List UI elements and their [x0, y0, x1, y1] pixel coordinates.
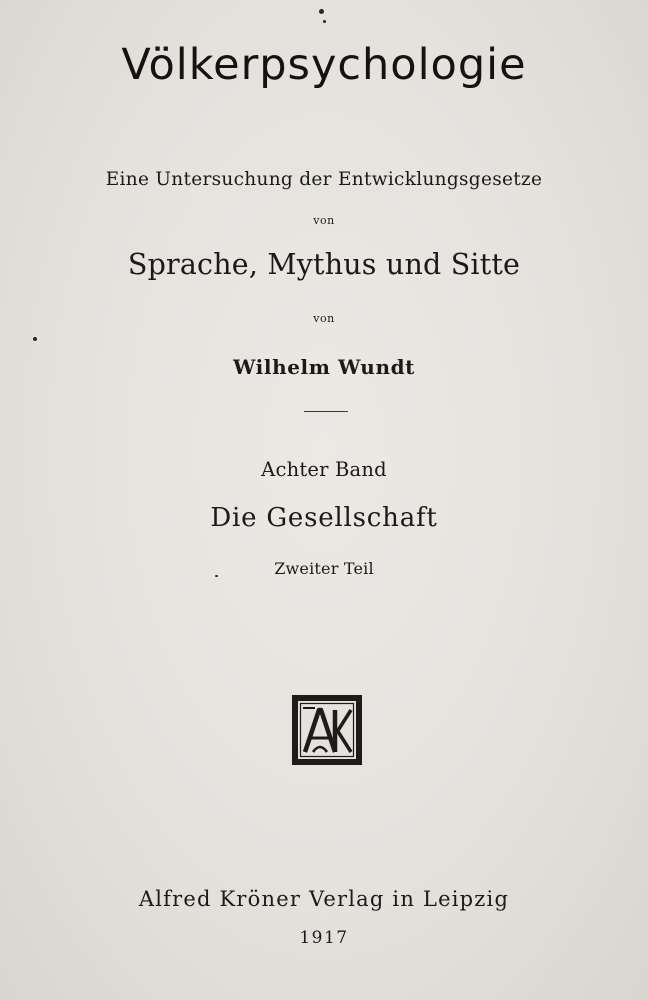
paper-speck [215, 575, 218, 577]
book-subtitle: Eine Untersuchung der Entwicklungsgesetze [105, 169, 543, 190]
publication-year: 1917 [299, 928, 349, 948]
paper-speck [33, 337, 37, 341]
paper-speck [319, 9, 324, 14]
paper-speck [323, 20, 326, 23]
connector-von-1: von [313, 214, 335, 227]
author-name: Wilhelm Wundt [232, 355, 416, 379]
connector-von-2: von [313, 312, 335, 325]
volume-title: Die Gesellschaft [210, 503, 438, 533]
divider-rule [304, 411, 348, 412]
publisher-line: Alfred Kröner Verlag in Leipzig [138, 887, 510, 911]
part-label: Zweiter Teil [274, 559, 374, 578]
volume-number: Achter Band [261, 458, 387, 481]
book-title: Völkerpsychologie [121, 40, 527, 90]
topics-line: Sprache, Mythus und Sitte [127, 248, 521, 281]
publisher-monogram-icon [291, 694, 363, 766]
